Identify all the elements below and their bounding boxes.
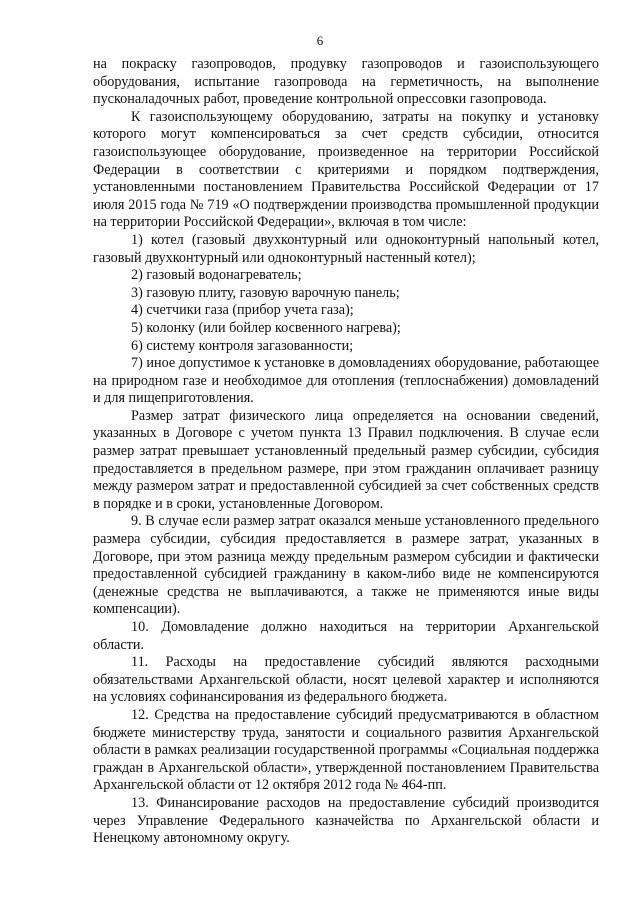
paragraph-11: 10. Домовладение должно находиться на территории Архангельской области. bbox=[93, 619, 599, 653]
page-number: 6 bbox=[316, 33, 324, 48]
paragraph-5: 4) счетчики газа (прибор учета газа); bbox=[131, 302, 354, 319]
paragraph-12: 11. Расходы на предоставление субсидий являются расходными обязательствами Архангельской области, носят целевой характер и исполняются на условиях софинансирования из федерального бюджета. bbox=[93, 654, 599, 706]
paragraph-14: 13. Финансирование расходов на предоставление субсидий производится через Управление Федерального казначейства по Архангельской области и Ненецкому автономному округу. bbox=[93, 794, 599, 847]
paragraph-1: К газоиспользующему оборудованию, затраты на покупку и установку которого могут компенсироваться за счет средств субсидии, относится газоиспользующее оборудование, произведенное на территории Российской Федерации в соответствии с критериями и порядком подтверждения, установленными постановлением Правительства Российской Федерации от 17 июля 2015 года № 719 «О подтверждении производства промышленной продукции на территории Российской Федерации», включая в том числе: bbox=[93, 108, 599, 231]
paragraph-3: 2) газовый водонагреватель; bbox=[131, 267, 302, 284]
paragraph-6: 5) колонку (или бойлер косвенного нагрева); bbox=[131, 319, 401, 336]
paragraph-2: 1) котел (газовый двухконтурный или одноконтурный напольный котел, газовый двухконтурный или одноконтурный настенный котел); bbox=[93, 231, 599, 266]
document-body bbox=[93, 56, 599, 848]
paragraph-0: на покраску газопроводов, продувку газопроводов и газоиспользующего оборудования, испытание газопровода на герметичность, на выполнение пусконаладочных работ, проведение контрольной опрессовки газопровода. bbox=[93, 56, 599, 108]
paragraph-13: 12. Средства на предоставление субсидий предусматриваются в областном бюджете министерству труда, занятости и социального развития Архангельской области в рамках реализации государственной программы «Социальная поддержка граждан в Архангельской области», утвержденной постановлением Правительства Архангельской области от 12 октября 2012 года № 464-пп. bbox=[93, 706, 599, 794]
paragraph-8: 7) иное допустимое к установке в домовладениях оборудование, работающее на природном газе и необходимое для отопления (теплоснабжения) домовладений и для пищеприготовления. bbox=[93, 355, 599, 407]
paragraph-4: 3) газовую плиту, газовую варочную панель; bbox=[131, 284, 400, 301]
paragraph-9: Размер затрат физического лица определяется на основании сведений, указанных в Договоре с учетом пункта 13 Правил подключения. В случае если размер затрат превышает установленный предельный размер субсидии, субсидия предоставляется в предельном размере, при этом гражданин оплачивает разницу между размером затрат и предоставленной субсидией за счет собственных средств в порядке и в сроки, установленные Договором. bbox=[93, 407, 599, 512]
paragraph-10: 9. В случае если размер затрат оказался меньше установленного предельного размера субсидии, субсидия предоставляется в размере затрат, указанных в Договоре, при этом разница между предельным размером субсидии и фактически предоставленной субсидией гражданину в каком-либо виде не компенсируются (денежные средства не выплачиваются, а также не применяются иные виды компенсации). bbox=[93, 513, 599, 618]
paragraph-7: 6) систему контроля загазованности; bbox=[131, 337, 354, 354]
